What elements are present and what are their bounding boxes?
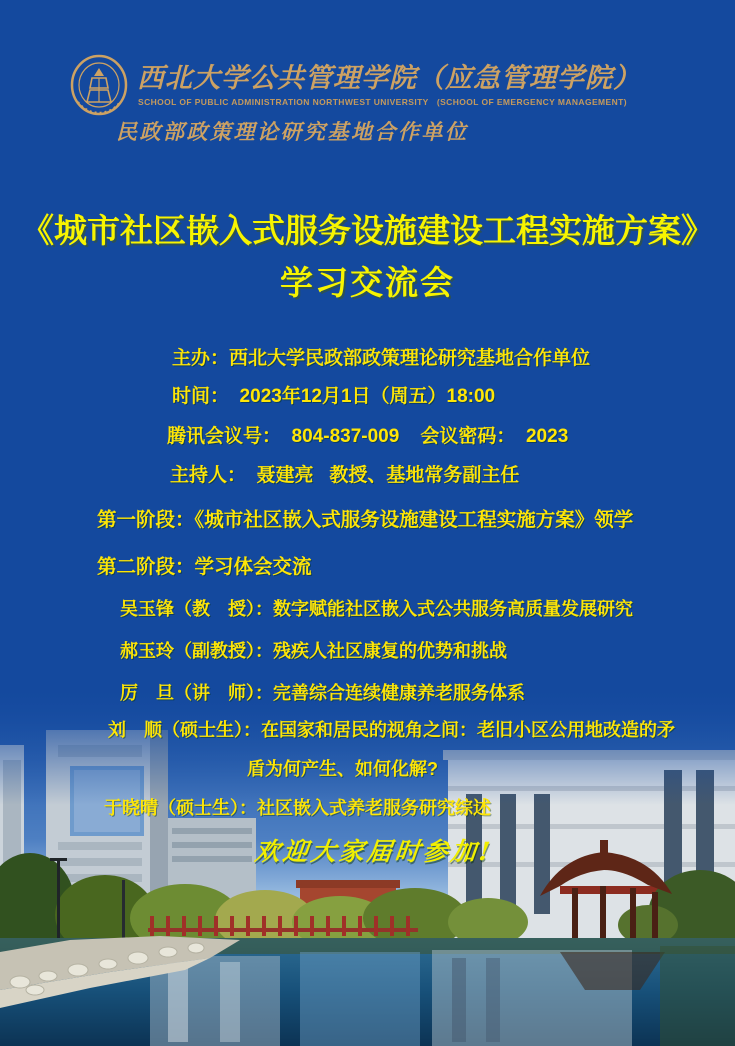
speaker-line: 厉 旦（讲 师）：完善综合连续健康养老服务体系 [120, 683, 525, 703]
speaker-line: 于晓晴（硕士生）：社区嵌入式养老服务研究综述 [104, 798, 491, 818]
school-name: 西北大学公共管理学院（应急管理学院） [137, 63, 641, 94]
university-seal-icon [70, 54, 128, 116]
poster-title-line1: 《城市社区嵌入式服务设施建设工程实施方案》 [21, 212, 714, 249]
stage-2-line: 第二阶段：学习体会交流 [97, 556, 312, 578]
organizer-line: 主办：西北大学民政部政策理论研究基地合作单位 [172, 348, 591, 369]
stage-1-line: 第一阶段：《城市社区嵌入式服务设施建设工程实施方案》领学 [97, 509, 634, 531]
campus-photo [0, 690, 735, 1046]
speaker-line: 吴玉锋（教 授）：数字赋能社区嵌入式公共服务高质量发展研究 [120, 599, 633, 619]
poster-title-line2: 学习交流会 [280, 264, 455, 301]
school-name-english: SCHOOL OF PUBLIC ADMINISTRATION NORTHWEST UNIVERSITY (SCHOOL OF EMERGENCY MANAGEMENT) [138, 97, 627, 107]
meeting-id-line: 腾讯会议号： 804-837-009 会议密码： 2023 [167, 426, 569, 447]
cooperation-unit-line: 民政部政策理论研究基地合作单位 [116, 119, 469, 144]
welcome-line: 欢迎大家届时参加! [253, 837, 495, 866]
speaker-line: 郝玉玲（副教授）：残疾人社区康复的优势和挑战 [120, 641, 507, 661]
time-line: 时间： 2023年12月1日（周五）18:00 [172, 386, 496, 407]
speaker-line: 刘 顺（硕士生）：在国家和居民的视角之间：老旧小区公用地改造的矛 [108, 720, 675, 740]
host-line: 主持人： 聂建亮 教授、基地常务副主任 [170, 465, 520, 486]
speaker-line-wrap: 盾为何产生、如何化解? [247, 759, 438, 779]
